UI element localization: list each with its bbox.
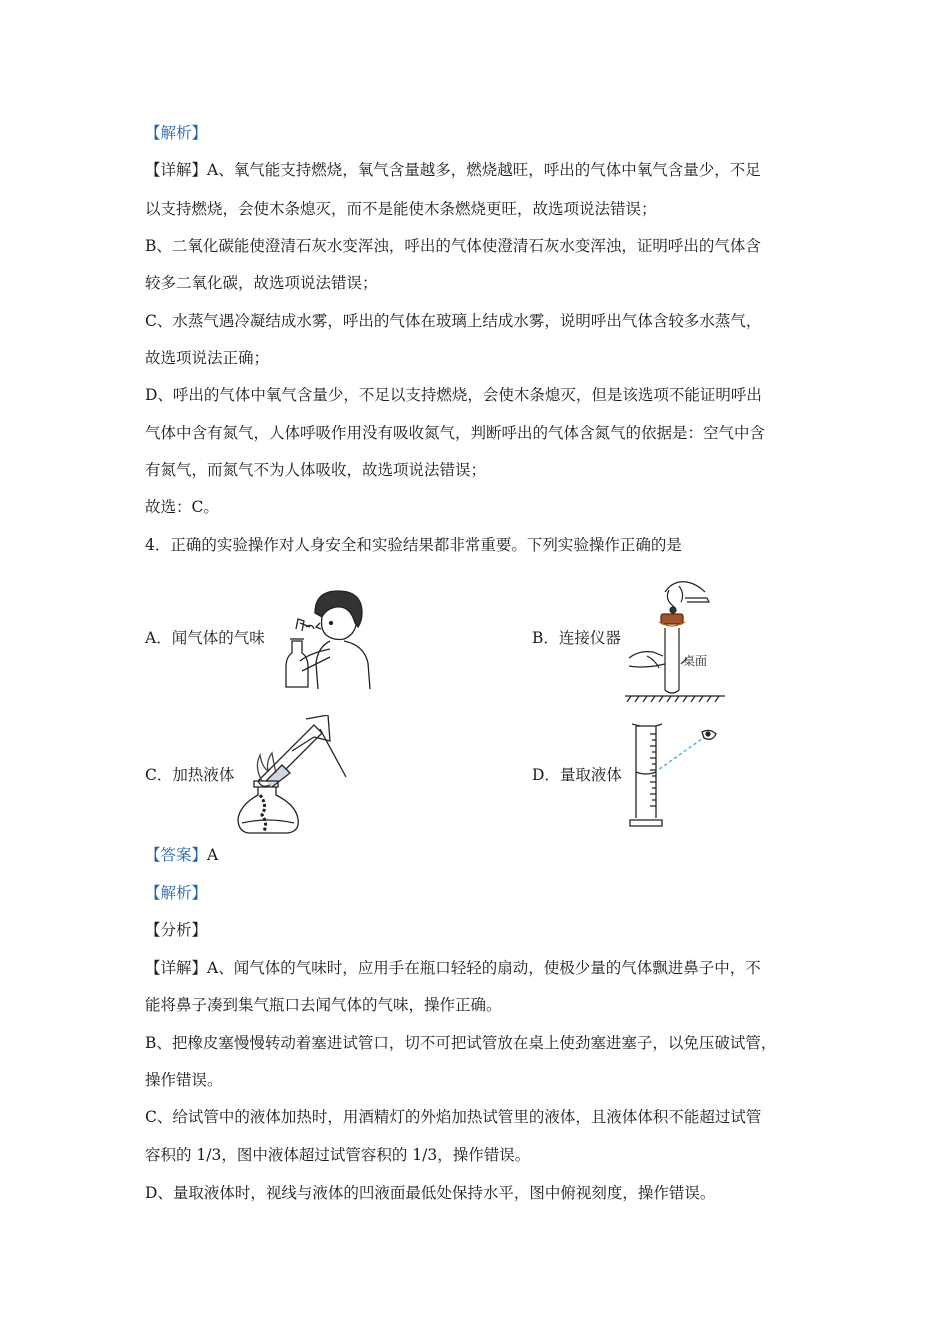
detail-line-7: D、呼出的气体中氧气含量少，不足以支持燃烧，会使木条熄灭，但是该选项不能证明呼出 (145, 386, 762, 404)
answer-detail-line-7: D、量取液体时，视线与液体的凹液面最低处保持水平，图中俯视刻度，操作错误。 (145, 1184, 716, 1202)
detail-line-3: B、二氧化碳能使澄清石灰水变浑浊，呼出的气体使澄清石灰水变浑浊，证明呼出的气体含 (145, 237, 761, 255)
option-a-label: A．闻气体的气味 (145, 629, 265, 647)
jiexi-heading-1: 【解析】 (145, 124, 208, 142)
answer-detail-line-6: 容积的 1/3，图中液体超过试管容积的 1/3，操作错误。 (145, 1146, 531, 1164)
figure-b-connecting-apparatus (625, 572, 735, 702)
option-b-label: B．连接仪器 (532, 629, 621, 647)
question-4-stem: 4．正确的实验操作对人身安全和实验结果都非常重要。下列实验操作正确的是 (145, 536, 682, 554)
detail-line-2: 以支持燃烧，会使木条熄灭，而不是能使木条燃烧更旺，故选项说法错误； (145, 200, 657, 218)
detail-line-1: 【详解】A、氧气能支持燃烧，氧气含量越多，燃烧越旺，呼出的气体中氧气含量少，不足 (145, 161, 761, 179)
answer-detail-line-1: 【详解】A、闻气体的气味时，应用手在瓶口轻轻的扇动，使极少量的气体飘进鼻子中，不 (145, 959, 761, 977)
detail-line-9: 有氮气，而氮气不为人体吸收，故选项说法错误； (145, 461, 487, 479)
answer-detail-line-4: 操作错误。 (145, 1071, 223, 1089)
detail-line-10: 故选：C。 (145, 498, 219, 516)
answer-line: 【答案】A (145, 846, 219, 864)
detail-line-4: 较多二氧化碳，故选项说法错误； (145, 274, 378, 292)
option-d-label: D．量取液体 (532, 766, 622, 784)
jiexi-heading-2: 【解析】 (145, 884, 208, 902)
detail-line-5: C、水蒸气遇冷凝结成水雾，呼出的气体在玻璃上结成水雾，说明呼出气体含较多水蒸气， (145, 312, 762, 330)
figure-d-measuring-liquid (622, 722, 722, 830)
answer-detail-line-3: B、把橡皮塞慢慢转动着塞进试管口，切不可把试管放在桌上使劲塞进塞子，以免压破试管， (145, 1034, 777, 1052)
answer-detail-line-5: C、给试管中的液体加热时，用酒精灯的外焰加热试管里的液体，且液体体积不能超过试管 (145, 1108, 762, 1126)
figure-b-desk-label: 桌面 (683, 654, 708, 668)
analysis-heading: 【分析】 (145, 921, 208, 939)
detail-line-8: 气体中含有氮气，人体呼吸作用没有吸收氮气，判断呼出的气体含氮气的依据是：空气中含 (145, 424, 766, 442)
figure-a-smelling-gas (270, 583, 380, 691)
figure-c-heating-liquid (232, 715, 352, 837)
detail-line-6: 故选项说法正确； (145, 349, 270, 367)
option-c-label: C．加热液体 (145, 766, 235, 784)
answer-detail-line-2: 能将鼻子凑到集气瓶口去闻气体的气味，操作正确。 (145, 996, 502, 1014)
